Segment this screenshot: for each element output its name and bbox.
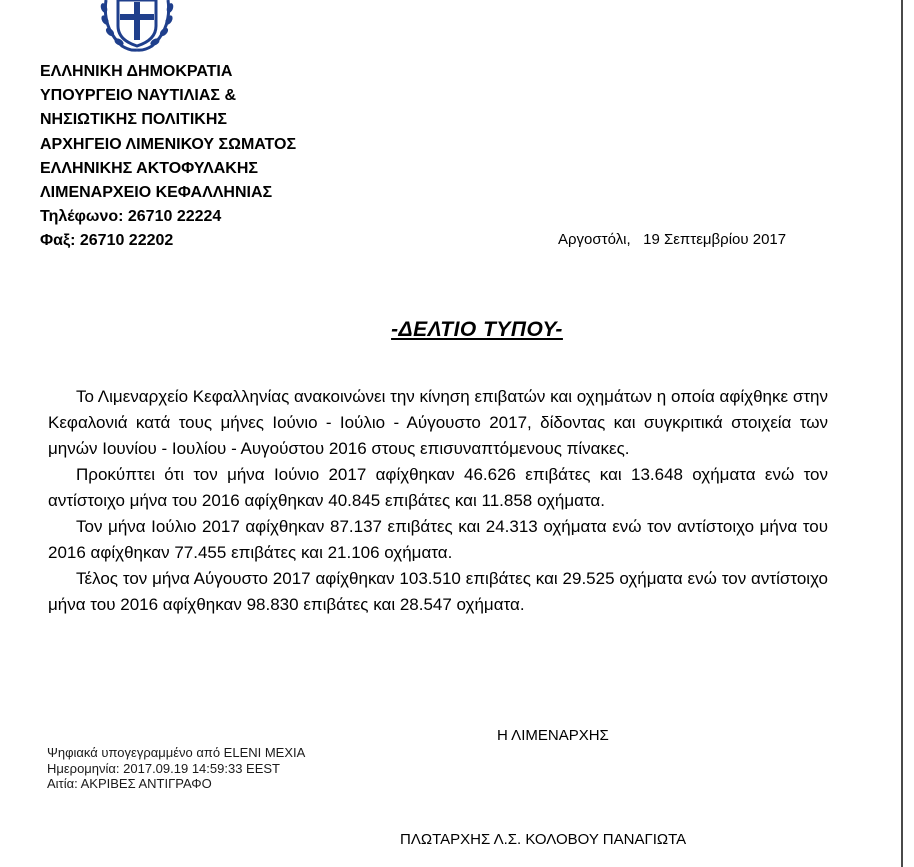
body-paragraph-june: Προκύπτει ότι τον μήνα Ιούνιο 2017 αφίχθηκαν 46.626 επιβάτες και 13.648 οχήματα ενώ τον αντίστοιχο μήνα του 2016 αφίχθηκαν 40.845 επιβάτες και 11.858 οχήματα. bbox=[48, 465, 828, 510]
digital-signature-reason: Αιτία: ΑΚΡΙΒΕΣ ΑΝΤΙΓΡΑΦΟ bbox=[47, 776, 212, 791]
body-paragraph-intro: Το Λιμεναρχείο Κεφαλληνίας ανακοινώνει την κίνηση επιβατών και οχημάτων η οποία αφίχθηκε στην Κεφαλονιά κατά τους μήνες Ιούνιο - Ιούλιο - Αύγουστο 2017, δίδοντας και συγκριτικά στοιχεία των μηνών Ιουνίου - Ιουλίου - Αυγούστου 2016 στους επισυναπτόμενους πίνακες. bbox=[48, 387, 828, 458]
header-line-phone: Τηλέφωνο: 26710 22224 bbox=[40, 208, 222, 226]
digital-signature-block bbox=[47, 745, 305, 792]
header-line-coast-guard: ΕΛΛΗΝΙΚΗΣ ΑΚΤΟΦΥΛΑΚΗΣ bbox=[40, 159, 259, 177]
press-release-body bbox=[48, 384, 828, 618]
place-date: Αργοστόλι, 19 Σεπτεμβρίου 2017 bbox=[558, 231, 787, 248]
header-line-headquarters: ΑΡΧΗΓΕΙΟ ΛΙΜΕΝΙΚΟΥ ΣΩΜΑΤΟΣ bbox=[40, 135, 297, 153]
signer-name: ΠΛΩΤΑΡΧΗΣ Λ.Σ. ΚΟΛΟΒΟΥ ΠΑΝΑΓΙΩΤΑ bbox=[400, 831, 687, 848]
header-line-republic: ΕΛΛΗΝΙΚΗ ΔΗΜΟΚΡΑΤΙΑ bbox=[40, 63, 233, 80]
issuer-header bbox=[40, 60, 380, 254]
header-line-ministry: ΥΠΟΥΡΓΕΙΟ ΝΑΥΤΙΛΙΑΣ & bbox=[40, 87, 237, 105]
header-line-policy: ΝΗΣΙΩΤΙΚΗΣ ΠΟΛΙΤΙΚΗΣ bbox=[40, 111, 227, 129]
header-line-fax: Φαξ: 26710 22202 bbox=[40, 232, 174, 250]
signer-title: Η ΛΙΜΕΝΑΡΧΗΣ bbox=[497, 727, 609, 744]
digital-signature-date: Ημερομηνία: 2017.09.19 14:59:33 EEST bbox=[47, 760, 280, 776]
body-paragraph-august: Τέλος τον μήνα Αύγουστο 2017 αφίχθηκαν 103.510 επιβάτες και 29.525 οχήματα ενώ τον αντίστοιχο μήνα του 2016 αφίχθηκαν 98.830 επιβάτες και 28.547 οχήματα. bbox=[48, 569, 828, 614]
body-paragraph-july: Τον μήνα Ιούλιο 2017 αφίχθηκαν 87.137 επιβάτες και 24.313 οχήματα ενώ τον αντίστοιχο μήνα του 2016 αφίχθηκαν 77.455 επιβάτες και 21.106 οχήματα. bbox=[48, 517, 828, 562]
header-line-port-authority: ΛΙΜΕΝΑΡΧΕΙΟ ΚΕΦΑΛΛΗΝΙΑΣ bbox=[40, 184, 273, 202]
press-release-title: -ΔΕΛΤΙΟ ΤΥΠΟΥ- bbox=[391, 318, 563, 341]
greek-coat-of-arms-emblem bbox=[96, 0, 178, 52]
digital-signature-signed-by: Ψηφιακά υπογεγραμμένο από ELENI MEXIA bbox=[47, 745, 306, 760]
page-edge-border bbox=[901, 0, 903, 867]
